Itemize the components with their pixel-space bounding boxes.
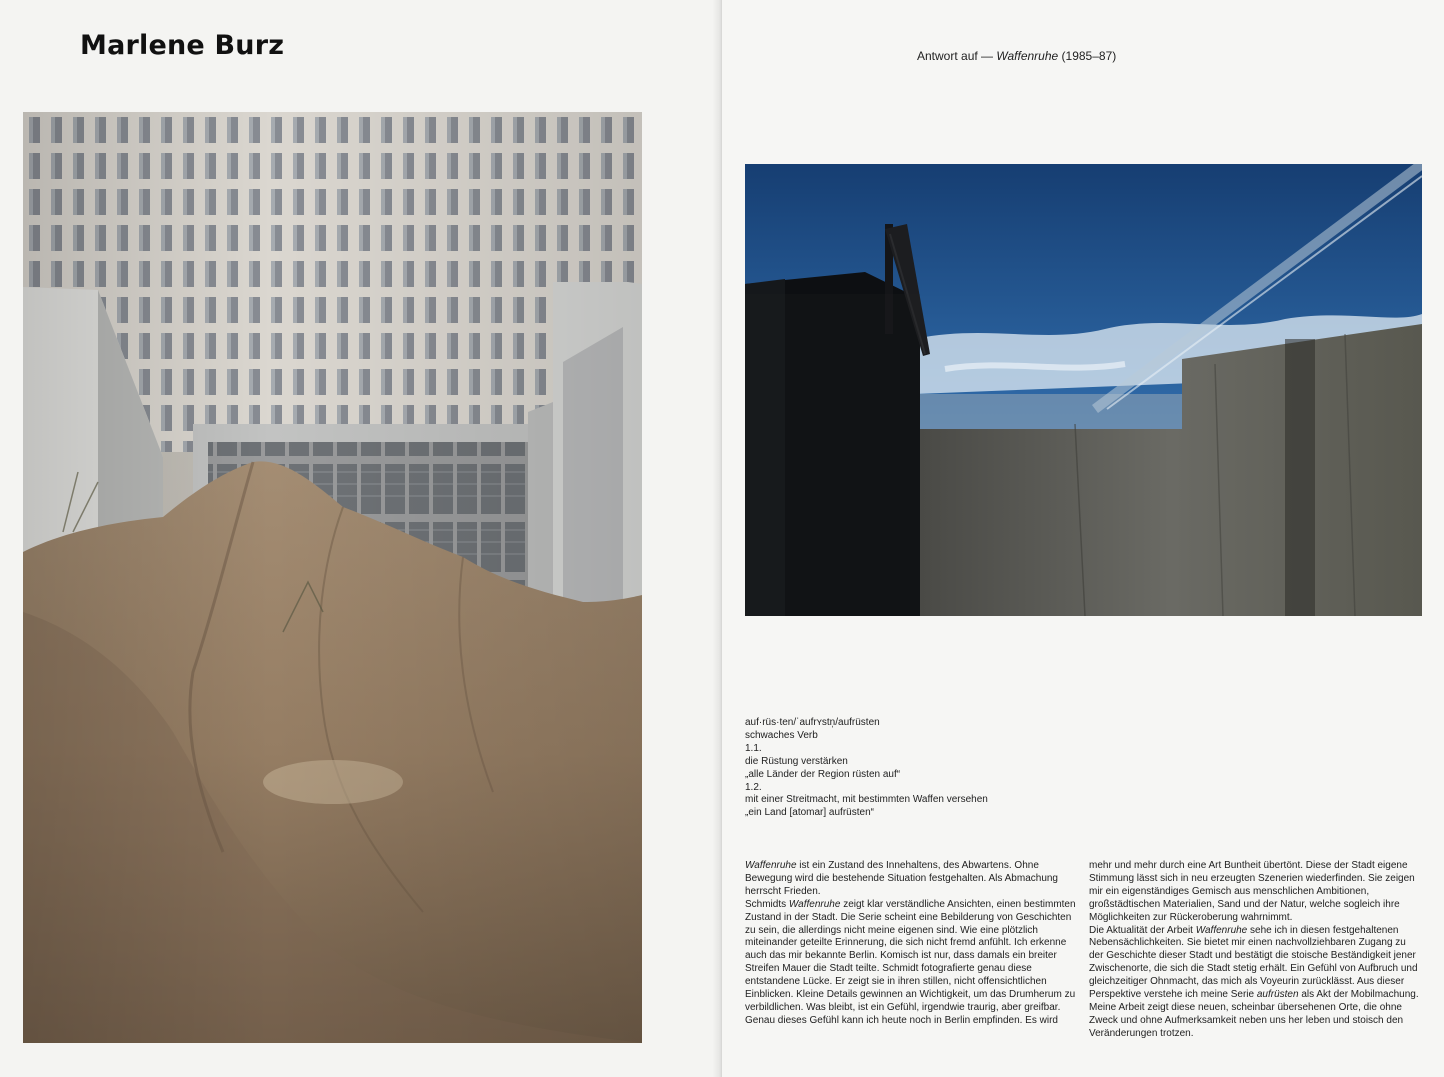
definition-line: die Rüstung verstärken bbox=[745, 755, 848, 767]
photo-sand-mound-office-building bbox=[23, 112, 642, 1043]
essay-paragraph bbox=[1089, 860, 1423, 925]
paragraph-text: als Akt der Mobilmachung. Meine Arbeit zeigt diese neuen, scheinbar übersehenen Orte, die ohne Zweck und ohne Aufmerksamkeit neben uns her leben und stoisch den Veränderungen trotzen. bbox=[1089, 989, 1419, 1039]
work-title: Waffenruhe bbox=[745, 860, 797, 871]
essay-paragraph bbox=[745, 1015, 1079, 1028]
author-name: Marlene Burz bbox=[80, 30, 285, 61]
paragraph-text: Genau dieses Gefühl kann ich heute noch in Berlin empfinden. Es wird bbox=[745, 1014, 1058, 1026]
paragraph-text: Die Aktualität der Arbeit bbox=[1089, 924, 1196, 936]
essay-column-1 bbox=[745, 860, 1079, 1028]
left-page bbox=[0, 0, 719, 1077]
definition-line: schwaches Verb bbox=[745, 729, 818, 741]
paragraph-text: sehe ich in diesen festgehaltenen Nebensächlichkeiten. Sie bietet mir einen nachvollziehbaren Zugang zu der Geschichte dieser Stadt und bestätigt die stoische Beständigkeit jener Zwischenorte, die sich die Stadt stetig erhält. Ein Gefühl von Aufbruch und gleichzeitiger Ohnmacht, das mich als Voyeurin zurücklässt. Aus dieser Perspektive verstehe ich meine Serie bbox=[1089, 924, 1418, 1001]
essay-paragraph bbox=[745, 899, 1079, 1015]
photo-concrete-wall-crane-reflection bbox=[745, 164, 1422, 616]
paragraph-text: zeigt klar verständliche Ansichten, einen bestimmten Zustand in der Stadt. Die Serie scheint eine Bebilderung von Geschichten zu sein, die allerdings nicht meine eigenen sind. Wie eine plötzlich miteinander geteilte Erinnerung, die sich nicht fremd anfühlt. Ich erkenne auch das mir bekannte Berlin. Komisch ist nur, dass damals ein breiter Streifen Mauer die Stadt teilte. Schmidt fotografierte genau diese entstandene Lücke. Er zeigt sie in ihren stillen, nicht offensichtlichen Einblicken. Kleine Details gewinnen an Wichtigkeit, um das Drumherum zu verbildlichen. Was bleibt, ist ein Gefühl, irgendwie traurig, aber greifbar. bbox=[745, 898, 1076, 1013]
essay-paragraph bbox=[745, 860, 1079, 899]
definition-line: „ein Land [atomar] aufrüsten“ bbox=[745, 807, 874, 819]
running-head-title: Waffenruhe bbox=[996, 49, 1059, 63]
definition-line: 1.2. bbox=[745, 781, 762, 793]
work-title: Waffenruhe bbox=[788, 898, 841, 910]
dictionary-definition bbox=[745, 717, 1085, 820]
paragraph-text: mehr und mehr durch eine Art Buntheit übertönt. Diese der Stadt eigene Stimmung lässt sich in neu erzeugten Szenerien wiederfinden. Sie zeigen mir ein eigenständiges Gemisch aus menschlichen Ambitionen, großstädtischen Materialien, Sand und der Natur, welche sogleich ihre Möglichkeiten zur Rückeroberung wahrnimmt. bbox=[1089, 860, 1415, 923]
paragraph-text: ist ein Zustand des Innehaltens, des Abwartens. Ohne Bewegung wird die bestehende Situation festgehalten. Als Abmachung herrscht Frieden. bbox=[745, 860, 1058, 897]
essay-column-2 bbox=[1089, 860, 1423, 1041]
essay-paragraph bbox=[1089, 925, 1423, 1041]
definition-line: auf·rüs·ten/ˈaufrʏstn̩/aufrüsten bbox=[745, 717, 880, 728]
series-title: aufrüsten bbox=[1256, 989, 1299, 1001]
running-head bbox=[917, 49, 1116, 63]
work-title: Waffenruhe bbox=[1195, 924, 1248, 936]
definition-line: 1.1. bbox=[745, 742, 762, 754]
running-head-years: (1985–87) bbox=[1058, 49, 1117, 63]
paragraph-text: Schmidts bbox=[745, 898, 789, 910]
definition-line: mit einer Streitmacht, mit bestimmten Waffen versehen bbox=[745, 794, 988, 806]
definition-line: „alle Länder der Region rüsten auf“ bbox=[745, 768, 901, 780]
running-head-prefix: Antwort auf — bbox=[917, 49, 997, 63]
